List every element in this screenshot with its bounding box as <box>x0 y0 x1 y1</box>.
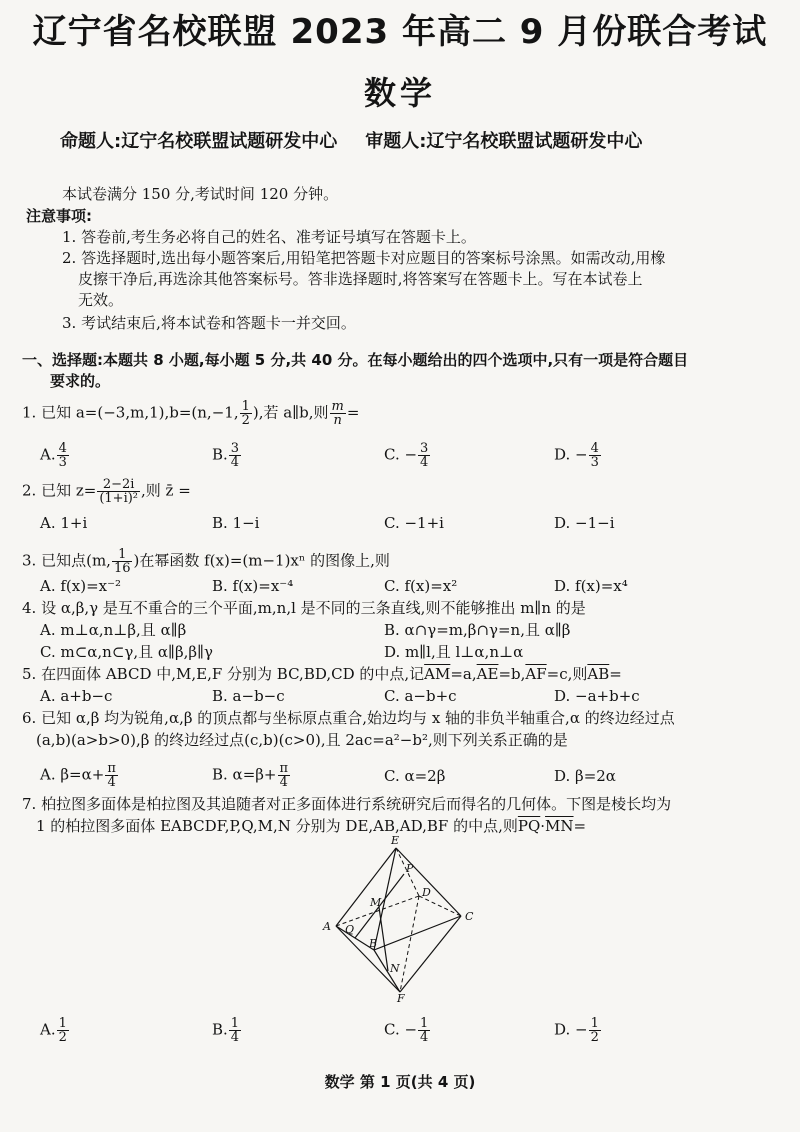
label-p: P <box>406 862 414 875</box>
q4-option-c: C. m⊂α,n⊂γ,且 α∥β,β∥γ <box>40 643 213 661</box>
label-b: B <box>369 937 378 950</box>
q5-option-c: C. a−b+c <box>384 687 457 705</box>
label-e: E <box>391 834 400 847</box>
authors-line <box>60 127 780 153</box>
q4-option-d: D. m∥l,且 l⊥α,n⊥α <box>384 643 524 661</box>
section-heading: 一、选择题:本题共 8 小题,每小题 5 分,共 40 分。在每小题给出的四个选项中,只有一项是符合题目 <box>22 351 689 369</box>
q2-option-c: C. −1+i <box>384 514 444 532</box>
notice-item-1: 1. 答卷前,考生务必将自己的姓名、准考证号填写在答题卡上。 <box>62 228 476 246</box>
question-4-stem: 4. 设 α,β,γ 是互不重合的三个平面,m,n,l 是不同的三条直线,则不能够推出 m∥n 的是 <box>22 599 586 617</box>
question-3-stem: 3. 已知点(m, $\frac{1}{16}$ )在幂函数 f(x)=(m−1)xⁿ 的图像上,则 <box>22 547 390 576</box>
notice-item-2-end: 无效。 <box>78 291 124 309</box>
label-q: Q <box>345 923 355 936</box>
fraction: $\frac{m}{n}$ <box>331 399 344 428</box>
label-d: D <box>422 886 431 899</box>
question-2-stem: 2. 已知 z= $\frac{2-2i}{\text{(1+i)²}}$ ,则 z̄ = <box>22 477 191 506</box>
question-7-stem: 7. 柏拉图多面体是柏拉图及其追随者对正多面体进行系统研究后而得名的几何体。下图是棱长均为 <box>22 795 672 813</box>
q7-option-b: B. $\frac{1}{4}$ <box>212 1016 240 1045</box>
q6-option-d: D. β=2α <box>554 767 616 785</box>
notice-item-3: 3. 考试结束后,将本试卷和答题卡一并交回。 <box>62 314 356 332</box>
label-n: N <box>390 962 400 975</box>
edge-df <box>400 896 419 992</box>
question-7-stem-cont: 1 的柏拉图多面体 EABCDF,P,Q,M,N 分别为 DE,AB,AD,BF 的中点,则$\overline{PQ}\cdot\overline{MN}=$ <box>36 817 587 835</box>
q6-option-b: B. α=β+ $\frac{\pi}{4}$ <box>212 761 289 790</box>
q4-option-a: A. m⊥α,n⊥β,且 α∥β <box>40 621 187 639</box>
subject-title: 数学 <box>363 74 436 112</box>
q3-option-b: B. f(x)=x⁻⁴ <box>212 577 294 595</box>
q1-option-d: D. − $\frac{4}{3}$ <box>554 441 599 470</box>
segment-mn <box>379 907 388 971</box>
q7-option-a: A. $\frac{1}{2}$ <box>40 1016 67 1045</box>
label-m: M <box>370 896 382 909</box>
q5-option-a: A. a+b−c <box>40 687 113 705</box>
q3-option-a: A. f(x)=x⁻² <box>40 577 122 595</box>
question-1-stem: 1. 已知 a=(−3,m,1),b=(n,−1, $\frac{1}{2}$ ),若 a∥b,则 $\frac{m}{n}$ = <box>22 399 360 428</box>
q1-option-a: A. $\frac{4}{3}$ <box>40 441 67 470</box>
section-heading-cont: 要求的。 <box>50 372 111 390</box>
question-5-stem: 5. 在四面体 ABCD 中,M,E,F 分别为 BC,BD,CD 的中点,记$\overline{AM}=a,\overline{AE}=b,\overline{AF}=c$,则$\overline{AB}=$ <box>22 665 622 683</box>
q1-option-b: B. $\frac{3}{4}$ <box>212 441 240 470</box>
page-footer: 数学 第 1 页(共 4 页) <box>324 1073 476 1091</box>
exam-title: 辽宁省名校联盟 2023 年高二 9 月份联合考试 <box>32 12 768 52</box>
q3-option-d: D. f(x)=x⁴ <box>554 577 628 595</box>
q4-option-b: B. α∩γ=m,β∩γ=n,且 α∥β <box>384 621 571 639</box>
label-c: C <box>465 910 474 923</box>
score-time-text: 本试卷满分 150 分,考试时间 120 分钟。 <box>62 185 339 203</box>
q2-option-d: D. −1−i <box>554 514 615 532</box>
q2-option-a: A. 1+i <box>40 514 88 532</box>
q1-option-c: C. − $\frac{3}{4}$ <box>384 441 429 470</box>
q6-option-a: A. β=α+ $\frac{\pi}{4}$ <box>40 761 116 790</box>
q3-option-c: C. f(x)=x² <box>384 577 458 595</box>
q6-option-c: C. α=2β <box>384 767 446 785</box>
label-a: A <box>323 920 331 933</box>
label-f: F <box>397 992 405 1004</box>
q7-option-d: D. − $\frac{1}{2}$ <box>554 1016 599 1045</box>
edge-dc <box>419 896 461 916</box>
q5-option-b: B. a−b−c <box>212 687 285 705</box>
octahedron-diagram <box>316 834 486 1004</box>
fraction: $\frac{1}{2}$ <box>241 399 250 428</box>
notice-heading: 注意事项: <box>26 207 92 225</box>
q2-option-b: B. 1−i <box>212 514 260 532</box>
notice-item-2-cont: 皮擦干净后,再选涂其他答案标号。答非选择题时,将答案写在答题卡上。写在本试卷上 <box>78 270 643 288</box>
edge-ec <box>396 848 461 916</box>
question-6-stem-cont: (a,b)(a>b>0),β 的终边经过点(c,b)(c>0),且 2ac=a²−b²,则下列关系正确的是 <box>36 731 568 749</box>
reviewer-text: 审题人:辽宁名校联盟试题研发中心 <box>365 131 643 152</box>
q7-option-c: C. − $\frac{1}{4}$ <box>384 1016 429 1045</box>
q5-option-d: D. −a+b+c <box>554 687 640 705</box>
setter-text: 命题人:辽宁名校联盟试题研发中心 <box>60 131 338 152</box>
notice-item-2: 2. 答选择题时,选出每小题答案后,用铅笔把答题卡对应题目的答案标号涂黑。如需改动,用橡 <box>62 249 666 267</box>
question-6-stem: 6. 已知 α,β 均为锐角,α,β 的顶点都与坐标原点重合,始边均与 x 轴的非负半轴重合,α 的终边经过点 <box>22 709 675 727</box>
